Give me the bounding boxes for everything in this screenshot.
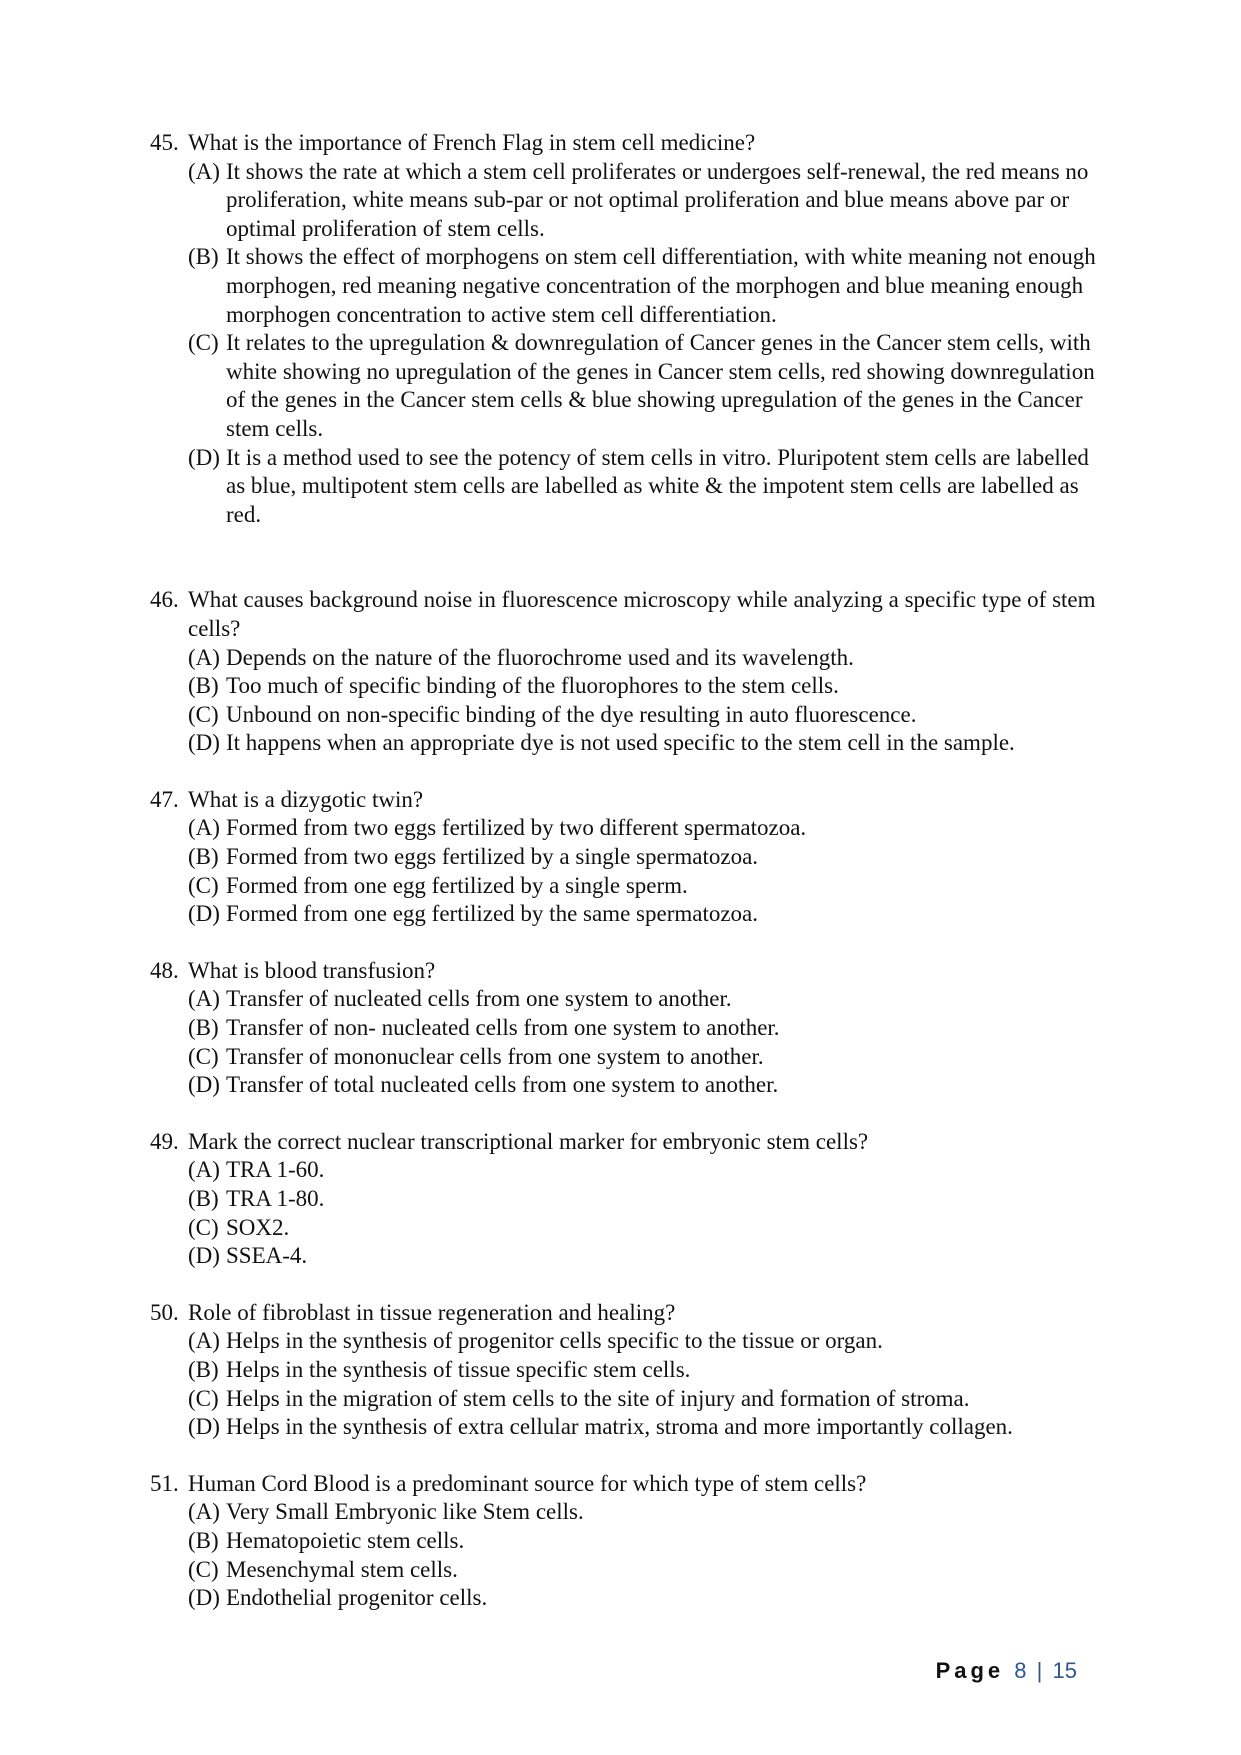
option-d	[188, 1071, 1100, 1100]
option-label: (B)	[188, 1356, 219, 1382]
question-header	[150, 1470, 1100, 1499]
option-text: SOX2.	[226, 1214, 290, 1240]
option-text: Formed from one egg fertilized by a single sperm.	[226, 872, 688, 898]
question-text: What causes background noise in fluorescence microscopy while analyzing a specific type of stem cells?	[188, 587, 1096, 641]
question-header	[150, 1299, 1100, 1328]
option-label: (A)	[188, 1328, 220, 1354]
page-separator: |	[1036, 1658, 1043, 1683]
question-header	[150, 957, 1100, 986]
option-c	[188, 1385, 1100, 1414]
option-label: (D)	[188, 1585, 220, 1611]
option-text: Mesenchymal stem cells.	[226, 1556, 458, 1582]
option-c	[188, 1043, 1100, 1072]
option-b	[188, 843, 1100, 872]
option-text: It relates to the upregulation & downregulation of Cancer genes in the Cancer stem cells, with white showing no upregulation of the genes in Cancer stem cells, red showing downregulation of the genes in the Cancer stem cells & blue showing upregulation of the genes in the Cancer stem cells.	[226, 330, 1095, 441]
option-text: Very Small Embryonic like Stem cells.	[226, 1499, 584, 1525]
option-b	[188, 1014, 1100, 1043]
option-d	[188, 1242, 1100, 1271]
option-label: (C)	[188, 872, 219, 898]
option-label: (B)	[188, 1527, 219, 1553]
question-47	[150, 786, 1100, 929]
option-label: (D)	[188, 1414, 220, 1440]
option-label: (C)	[188, 1556, 219, 1582]
question-45	[150, 129, 1100, 529]
option-text: Endothelial progenitor cells.	[226, 1585, 488, 1611]
option-a	[188, 644, 1100, 673]
option-a	[188, 985, 1100, 1014]
page-word: Page	[935, 1658, 1005, 1683]
option-c	[188, 1556, 1100, 1585]
option-d	[188, 1413, 1100, 1442]
option-text: Helps in the synthesis of tissue specific stem cells.	[226, 1356, 691, 1382]
question-text: What is blood transfusion?	[188, 957, 436, 983]
option-text: Formed from one egg fertilized by the same spermatozoa.	[226, 901, 759, 927]
option-list	[188, 1498, 1100, 1612]
option-a	[188, 1327, 1100, 1356]
option-text: Transfer of total nucleated cells from one system to another.	[226, 1072, 779, 1098]
current-page-number: 8	[1014, 1658, 1027, 1683]
option-a	[188, 1498, 1100, 1527]
option-text: Unbound on non-specific binding of the dye resulting in auto fluorescence.	[226, 701, 917, 727]
option-label: (A)	[188, 1499, 220, 1525]
question-number: 46.	[150, 587, 179, 613]
option-label: (D)	[188, 730, 220, 756]
question-text: Human Cord Blood is a predominant source for which type of stem cells?	[188, 1470, 867, 1496]
option-label: (B)	[188, 1186, 219, 1211]
option-label: (B)	[188, 244, 219, 270]
question-header	[150, 1128, 1100, 1157]
option-list	[188, 158, 1100, 530]
option-list	[188, 814, 1100, 928]
option-d	[188, 444, 1100, 530]
option-b	[188, 1527, 1100, 1556]
question-text: Mark the correct nuclear transcriptional marker for embryonic stem cells?	[188, 1128, 869, 1154]
question-number: 45.	[150, 130, 179, 155]
option-a	[188, 1156, 1100, 1185]
option-label: (A)	[188, 644, 220, 670]
option-list	[188, 1327, 1100, 1441]
question-49	[150, 1128, 1100, 1271]
option-c	[188, 701, 1100, 730]
option-label: (A)	[188, 158, 220, 184]
option-label: (B)	[188, 844, 219, 870]
option-label: (A)	[188, 1157, 220, 1183]
option-text: Too much of specific binding of the fluorophores to the stem cells.	[226, 673, 839, 699]
option-label: (C)	[188, 1214, 219, 1240]
question-number: 51.	[150, 1470, 179, 1496]
option-label: (C)	[188, 1385, 219, 1411]
question-header	[150, 786, 1100, 815]
option-text: Hematopoietic stem cells.	[226, 1527, 465, 1553]
option-text: It shows the rate at which a stem cell proliferates or undergoes self-renewal, the red means no proliferation, white means sub-par or not optimal proliferation and blue means above par or optimal proliferation of stem cells.	[226, 158, 1089, 241]
option-text: Transfer of nucleated cells from one system to another.	[226, 986, 732, 1012]
option-b	[188, 1185, 1100, 1214]
option-text: TRA 1-60.	[226, 1157, 325, 1183]
option-label: (D)	[188, 444, 220, 470]
option-text: It is a method used to see the potency of stem cells in vitro. Pluripotent stem cells are labelled as blue, multipotent stem cells are labelled as white & the impotent stem cells are labelled as red.	[226, 444, 1089, 527]
option-text: Helps in the migration of stem cells to the site of injury and formation of stroma.	[226, 1385, 970, 1411]
option-c	[188, 872, 1100, 901]
option-text: Formed from two eggs fertilized by a single spermatozoa.	[226, 844, 759, 870]
option-list	[188, 1156, 1100, 1270]
question-number: 48.	[150, 957, 179, 983]
option-label: (B)	[188, 1015, 219, 1041]
question-46	[150, 586, 1100, 758]
option-text: It happens when an appropriate dye is not used specific to the stem cell in the sample.	[226, 730, 1015, 756]
question-number: 47.	[150, 786, 179, 812]
option-label: (B)	[188, 673, 219, 699]
option-text: Transfer of non- nucleated cells from one system to another.	[226, 1015, 780, 1041]
option-a	[188, 814, 1100, 843]
question-50	[150, 1299, 1100, 1442]
option-b	[188, 672, 1100, 701]
option-d	[188, 729, 1100, 758]
option-text: It shows the effect of morphogens on stem cell differentiation, with white meaning not enough morphogen, red meaning negative concentration of the morphogen and blue meaning enough morphogen concentration to active stem cell differentiation.	[226, 244, 1096, 327]
question-number: 50.	[150, 1299, 179, 1325]
option-label: (D)	[188, 1243, 220, 1269]
option-b	[188, 243, 1100, 329]
option-b	[188, 1356, 1100, 1385]
option-list	[188, 644, 1100, 758]
question-text: Role of fibroblast in tissue regeneration and healing?	[188, 1299, 676, 1325]
option-text: Helps in the synthesis of progenitor cells specific to the tissue or organ.	[226, 1328, 883, 1354]
option-label: (D)	[188, 1072, 220, 1098]
option-label: (D)	[188, 901, 220, 927]
option-label: (A)	[188, 815, 220, 841]
option-text: Helps in the synthesis of extra cellular matrix, stroma and more importantly collagen.	[226, 1414, 1013, 1440]
option-label: (C)	[188, 1043, 219, 1069]
question-text: What is the importance of French Flag in stem cell medicine?	[188, 130, 756, 155]
question-number: 49.	[150, 1128, 179, 1154]
option-label: (C)	[188, 701, 219, 727]
option-text: Transfer of mononuclear cells from one system to another.	[226, 1043, 764, 1069]
option-list	[188, 985, 1100, 1099]
option-text: Formed from two eggs fertilized by two different spermatozoa.	[226, 815, 807, 841]
question-48	[150, 957, 1100, 1100]
option-text: TRA 1-80.	[226, 1186, 325, 1211]
option-label: (C)	[188, 330, 219, 356]
option-d	[188, 900, 1100, 929]
question-51	[150, 1470, 1100, 1613]
question-header	[150, 586, 1100, 643]
question-header	[150, 129, 1100, 158]
option-text: Depends on the nature of the fluorochrome used and its wavelength.	[226, 644, 854, 670]
option-label: (A)	[188, 986, 220, 1012]
page-footer	[936, 1658, 1077, 1684]
question-list	[150, 129, 1100, 1613]
option-c	[188, 329, 1100, 443]
option-a	[188, 158, 1100, 244]
question-text: What is a dizygotic twin?	[188, 786, 424, 812]
option-text: SSEA-4.	[226, 1243, 308, 1269]
total-pages-number: 15	[1052, 1658, 1077, 1683]
option-c	[188, 1214, 1100, 1243]
option-d	[188, 1584, 1100, 1613]
